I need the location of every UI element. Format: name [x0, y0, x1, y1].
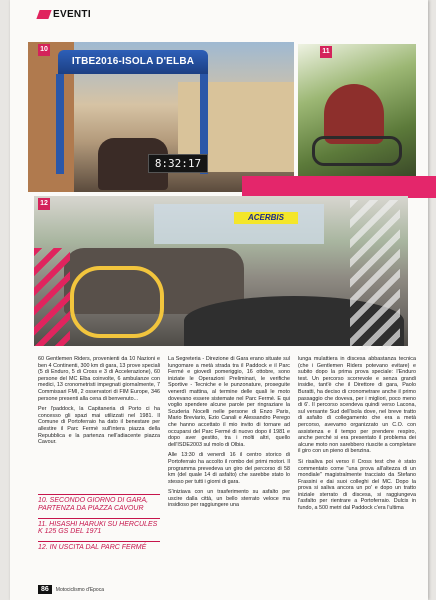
page-footer	[38, 585, 104, 594]
motorcycle-wheels	[312, 136, 402, 166]
diagonal-stripes	[34, 248, 70, 346]
race-clock: 8:32:17	[148, 154, 208, 173]
paragraph: Si risaliva poi verso il Cross test che è stato commentato come "una prova all'altezza di un mondiale" magistralmente tracciato da Stefano Frassini e dai suoi colleghi del MC. Dopo la prova si saliva ancora un po' e dopo un tratto iniziale sterrato di discesa, si raggiungeva l'asfalto per rientrare a Portoferraio. Dulcis in fundo, a 500 metri dal Paddock c'era l'ultima	[298, 458, 416, 512]
page-number: 86	[38, 585, 52, 594]
caption-10: 10. SECONDO GIORNO DI GARA, PARTENZA DA PIAZZA CAVOUR	[38, 494, 160, 513]
start-banner: ITBE2016-ISOLA D'ELBA	[58, 50, 208, 74]
section-tag-bar	[36, 10, 51, 19]
photo-11	[298, 44, 416, 176]
photo-badge-11: 11	[320, 46, 332, 58]
vintage-rider	[324, 84, 384, 144]
magazine-name: Motociclismo d'Epoca	[55, 586, 104, 593]
paragraph: lunga mulattiera in discesa abbastanza tecnica (che i Gentlemen Riders potevano evitare) e subito dopo la prima prova speciale: l'Enduro test. Un percorso scorrevole e senza grandi insidie, tant'è che il Direttore di gara, Paolo Buratti, ha deciso di cronometrare anche il primo passaggio che doveva, per i migliori, poco meno di 6'. Il percorso scendeva quindi verso Lacona, sul versante Sud dell'isola dove, nel breve tratto di asfalto di collegamento che era a metà percorso, avevamo organizzato un C.O. con assistenza e il tempo per prendere respiro, anche perché si era presentato il problema dei alcune moto non sarebbero riuscite a completare il giro con un pieno di benzina.	[298, 356, 416, 455]
caption-11: 11. HISASHI HARUKI SU HERCULES K 125 GS DEL 1971	[38, 518, 160, 537]
photo-10	[28, 42, 294, 192]
paragraph: S'iniziava con un trasferimento su asfalto per uscire dalla città, un bello sterrato veloce ma insidioso per raggiungere una	[168, 489, 290, 509]
paragraph: Alle 13:30 di venerdì 16 il centro storico di Portoferraio ha accolto il rombo dei primi motori. Il programma prevedeva un giro del percorso di 58 km (del quale 14 di asfalto) che sarebbe stato lo stesso per tutti i giorni di gara.	[168, 452, 290, 485]
tent-canopy	[154, 204, 324, 244]
paragraph: 60 Gentlemen Riders, provenienti da 10 Nazioni e ben 4 Continenti, 300 km di gara, 13 prove speciali (5 di Enduro, 5 di Cross e 3 di Accelerazione), 60 persone del MC Elba coinvolte, 6 ambulanze con medici, 13 cronometristi impegnati giornalmente, 7 Commissari FMI, 2 osservatori di FIM Europe, 346 persone presenti alla cena di benvenuto...	[38, 356, 160, 402]
section-title: EVENTI	[53, 9, 91, 20]
acerbis-banner: ACERBIS	[234, 212, 298, 224]
diagonal-stripes-right	[350, 200, 400, 350]
article-column-3	[298, 356, 416, 516]
section-tag	[38, 9, 91, 20]
magazine-page	[10, 0, 428, 600]
paragraph: Per l'paddock, la Capitaneria di Porto ci ha concesso gli spazi mai utilizzati nel 1981. Il Comune di Portoferraio ha dato il benestare per allestire il Parc Fermé sull'intera piazza della Repubblica e la partenza nell'adiacente piazza Cavour.	[38, 406, 160, 446]
banner-pillar-left	[56, 74, 64, 174]
photo-badge-10: 10	[38, 44, 50, 56]
photo-captions	[38, 494, 160, 557]
article-column-1	[38, 356, 160, 450]
yellow-motorcycle	[70, 266, 164, 338]
article-column-2	[168, 356, 290, 513]
pink-accent-band	[242, 176, 436, 198]
caption-12: 12. IN USCITA DAL PARC FERMÉ	[38, 541, 160, 552]
paragraph: La Segreteria - Direzione di Gara erano situate sul lungomare a metà strada tra il Paddock e il Parc Fermé e giovedì pomeriggio, 16 ottobre, sono iniziate le Operazioni Preliminari, le verifiche Sportive - Tecniche e le punzonature, proseguite venerdì mattina, al termine delle quali le moto dovevano essere sistemate nel Parc Fermé. E qui voglio spendere alcune parole per ringraziare la Scuderia Nocelli nelle persone di Enzo Paris, Mario Breviario, Ezio Canali e Alessandro Perego che hanno accettato il mio invito di tornare ad occuparsi del Parc Fermé di nuovo dopo il 1981 e dopo aver gestito, tra i molti altri, quello dell'ISDE2003 sul molo di Olbia.	[168, 356, 290, 448]
photo-badge-12: 12	[38, 198, 50, 210]
